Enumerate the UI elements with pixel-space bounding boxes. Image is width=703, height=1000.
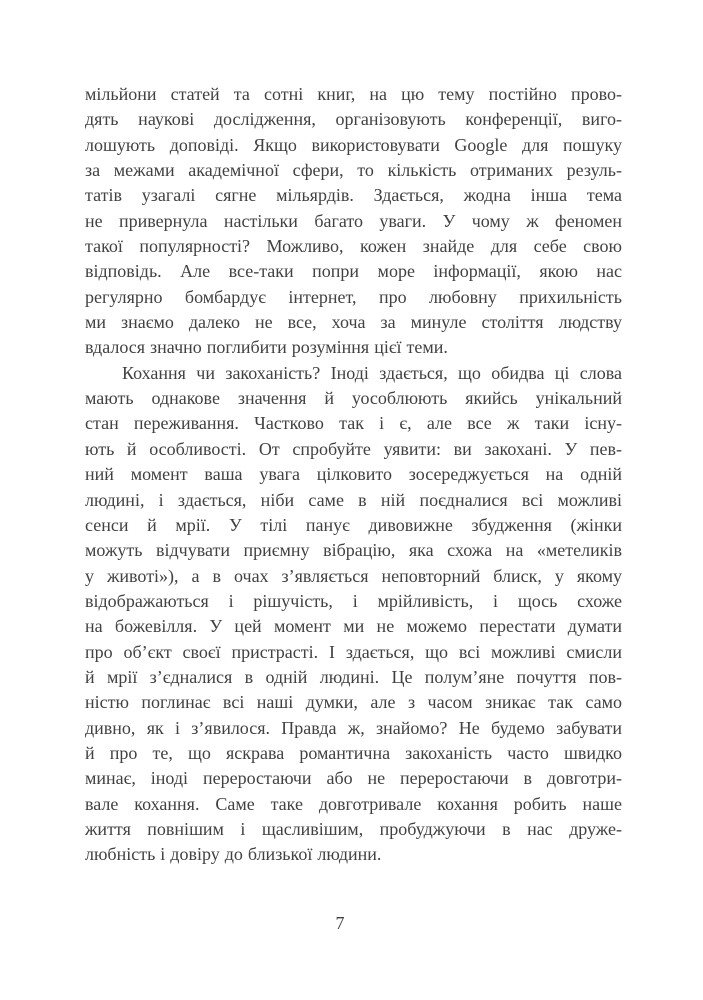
text-line: регулярно бомбардує інтернет, про любовну прихильність bbox=[85, 286, 622, 307]
text-line: сенси й мрії. У тілі панує дивовижне збудження (жінки bbox=[85, 514, 622, 535]
text-line: на божевілля. У цей момент ми не можемо перестати думати bbox=[85, 616, 622, 637]
text-line: про об’єкт своєї пристрасті. І здається, що всі можливі смисли bbox=[85, 641, 622, 662]
text-line: й про те, що яскрава романтична закоханість часто швидко bbox=[85, 742, 622, 763]
text-line: любність і довіру до близької людини. bbox=[85, 844, 382, 865]
text-line: у животі»), а в очах з’являється неповторний блиск, у якому bbox=[85, 565, 622, 586]
text-line: людині, і здається, ніби саме в ній поєдналися всі можливі bbox=[85, 489, 622, 510]
text-line: за межами академічної сфери, то кількість отриманих резуль- bbox=[85, 160, 622, 181]
text-line: ють й особливості. От спробуйте уявити: ви закохані. У пев- bbox=[85, 438, 622, 459]
text-line: не привернула настільки багато уваги. У чому ж феномен bbox=[85, 210, 622, 231]
text-line: відповідь. Але все-таки попри море інформації, якою нас bbox=[85, 261, 622, 282]
text-line: вале кохання. Саме таке довготривале кохання робить наше bbox=[85, 793, 622, 814]
text-line: й мрії з’єдналися в одній людині. Це полум’яне почуття пов- bbox=[85, 666, 622, 687]
text-line: ний момент ваша увага цілковито зосереджується на одній bbox=[85, 464, 622, 485]
text-line: стан переживання. Частково так і є, але все ж таки існу- bbox=[85, 413, 622, 434]
text-line: лошують доповіді. Якщо використовувати Google для пошуку bbox=[85, 134, 622, 155]
text-line: дивно, як і з’явилося. Правда ж, знайомо? Не будемо забувати bbox=[85, 717, 622, 738]
paragraph-1 bbox=[85, 82, 622, 361]
text-line: такої популярності? Можливо, кожен знайде для себе свою bbox=[85, 236, 622, 257]
text-line: відображаються і рішучість, і мрійливість, і щось схоже bbox=[85, 590, 622, 611]
text-line: дять наукові дослідження, організовують конференції, виго- bbox=[85, 109, 622, 130]
text-line: мільйони статей та сотні книг, на цю тему постійно прово- bbox=[85, 84, 622, 104]
body-text bbox=[85, 82, 622, 868]
text-line: вдалося значно поглибити розуміння цієї теми. bbox=[85, 337, 448, 358]
text-line: ністю поглинає всі наші думки, але з часом зникає так само bbox=[85, 692, 622, 713]
text-line: минає, іноді переростаючи або не переростаючи в довготри- bbox=[85, 768, 622, 789]
page-number: 7 bbox=[335, 913, 345, 933]
text-line: можуть відчувати приємну вібрацію, яка схожа на «метеликів bbox=[85, 540, 622, 561]
paragraph-2 bbox=[85, 361, 622, 868]
text-line: татів узагалі сягне мільярдів. Здається, жодна інша тема bbox=[85, 185, 622, 206]
text-line: Кохання чи закоханість? Іноді здається, що обидва ці слова bbox=[122, 362, 622, 383]
text-line: мають однакове значення й уособлюють якийсь унікальний bbox=[85, 388, 622, 409]
text-line: життя повнішим і щасливішим, пробуджуючи в нас друже- bbox=[85, 818, 622, 839]
text-line: ми знаємо далеко не все, хоча за минуле століття людству bbox=[85, 312, 622, 333]
